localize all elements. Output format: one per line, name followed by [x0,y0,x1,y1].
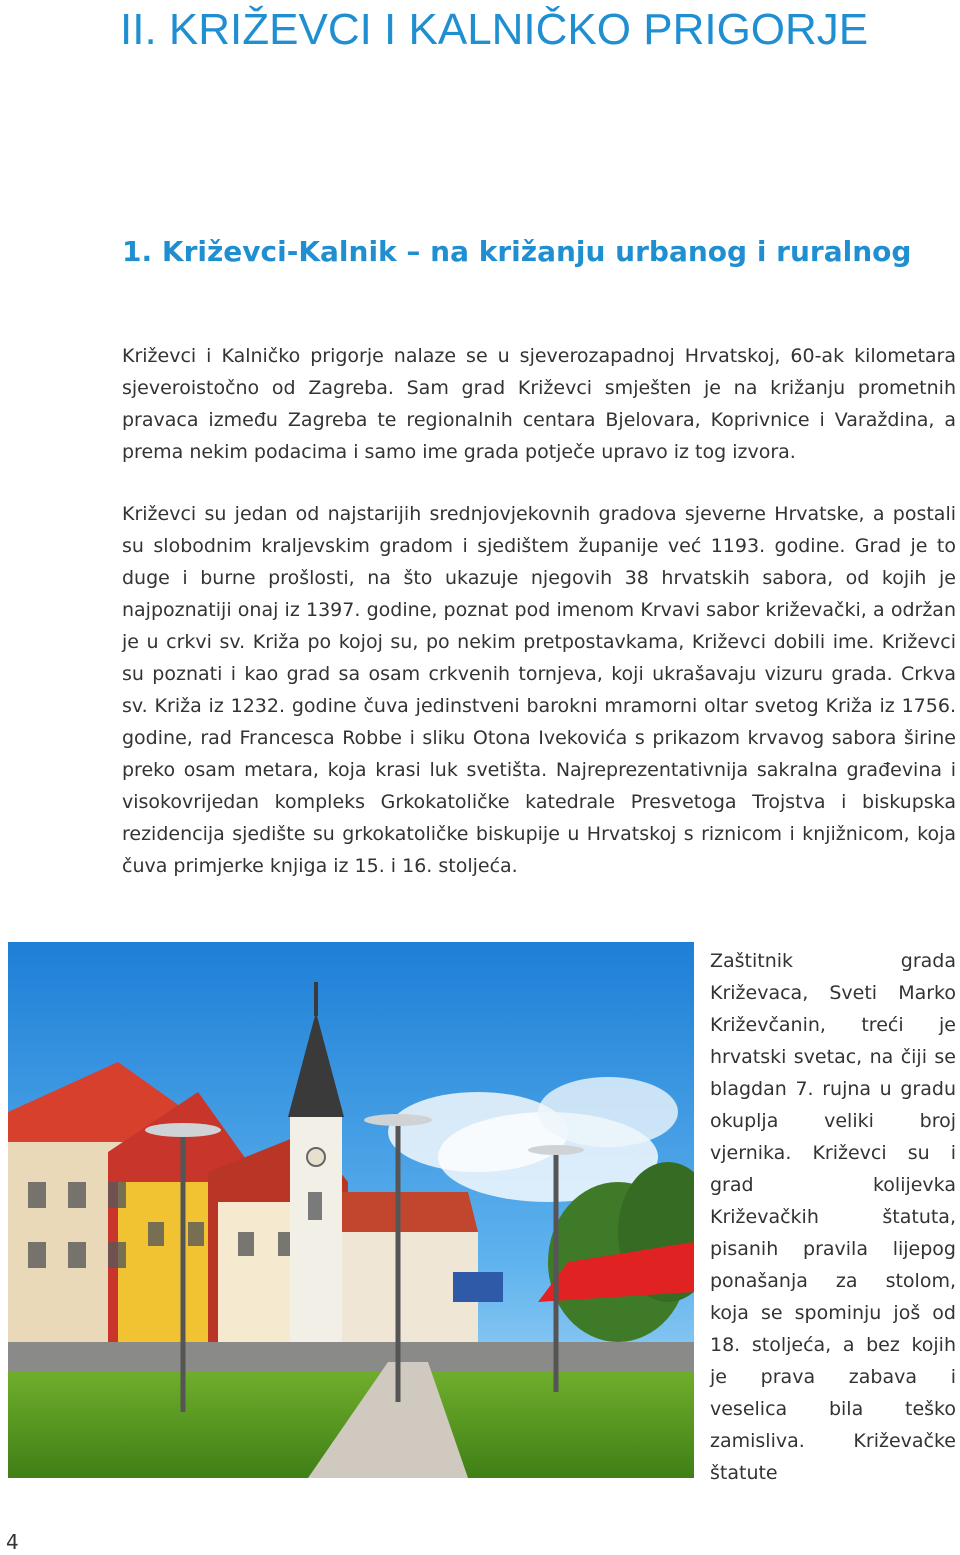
page-title: II. KRIŽEVCI I KALNIČKO PRIGORJE [120,5,869,54]
town-square-photo [8,942,694,1478]
paragraph-history: Križevci su jedan od najstarijih srednjovjekovnih gradova sjeverne Hrvatske, a postali su slobodnim kraljevskim gradom i sjedištem županije već 1193. godine. Grad je to duge i burne prošlosti, na što ukazuje njegovih 38 hrvatskih sabora, od kojih je najpoznatiji onaj iz 1397. godine, poznat pod imenom Krvavi sabor križevački, a održan je u crkvi sv. Križa po kojoj su, po nekim pretpostavkama, Križevci dobili ime. Križevci su poznati i kao grad sa osam crkvenih tornjeva, koji ukrašavaju vizuru grada. Crkva sv. Križa iz 1232. godine čuva jedinstveni barokni mramorni oltar svetog Križa iz 1756. godine, rad Francesca Robbe i sliku Otona Ivekovića s prikazom krvavog sabora širine preko osam metara, koja krasi luk svetišta. Najreprezentativnija sakralna građevina i visokovrijedan kompleks Grkokatoličke katedrale Presvetoga Trojstva i biskupska rezidencija sjedište su grkokatoličke biskupije u Hrvatskoj s riznicom i knjižnicom, koja čuva primjerke knjiga iz 15. i 16. stoljeća. [122,503,956,877]
page-number: 4 [6,1530,19,1554]
section-heading: 1. Križevci-Kalnik – na križanju urbanog i ruralnog [122,235,912,268]
sidebar-note: Zaštitnik grada Križevaca, Sveti Marko Križevčanin, treći je hrvatski svetac, na čiji se blagdan 7. rujna u gradu okuplja veliki broj vjernika. Križevci su i grad kolijevka Križevačkih štatuta, pisanih pravila lijepog ponašanja za stolom, koja se spominju još od 18. stoljeća, a bez kojih je prava zabava i veselica bila teško zamisliva. Križevačke štatute [710,950,956,1484]
town-square-illustration [8,942,694,1478]
paragraph-intro: Križevci i Kalničko prigorje nalaze se u sjeverozapadnoj Hrvatskoj, 60-ak kilometara sjeveroistočno od Zagreba. Sam grad Križevci smješten je na križanju prometnih pravaca između Zagreba te regionalnih centara Bjelovara, Koprivnice i Varaždina, a prema nekim podacima i samo ime grada potječe upravo iz tog izvora. [122,345,956,463]
